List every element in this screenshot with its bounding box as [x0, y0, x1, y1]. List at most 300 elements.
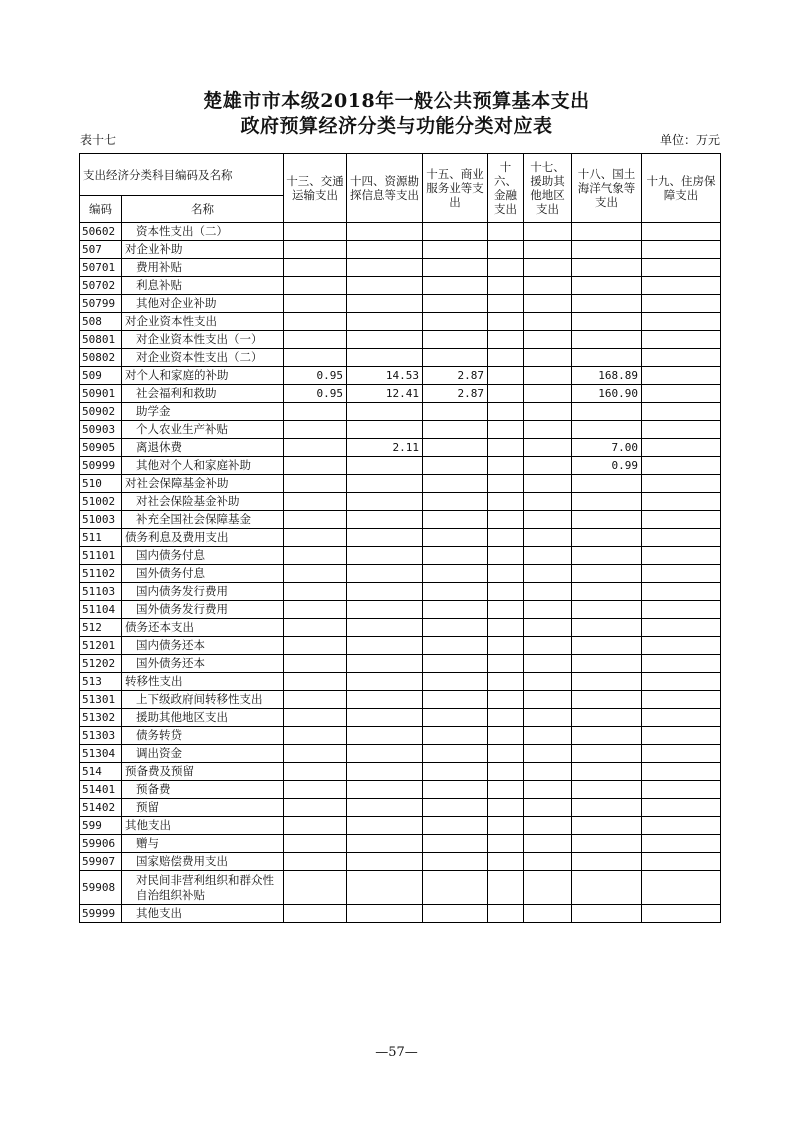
row-value	[423, 601, 488, 619]
table-row	[80, 259, 721, 277]
row-value	[572, 619, 642, 637]
header-col-aid: 十七、援助其他地区支出	[524, 154, 572, 223]
row-value	[284, 763, 347, 781]
row-code: 513	[80, 673, 122, 691]
row-value	[284, 601, 347, 619]
row-value	[488, 403, 524, 421]
header-code: 编码	[80, 196, 122, 223]
row-value	[284, 457, 347, 475]
row-value	[284, 403, 347, 421]
row-value	[642, 457, 721, 475]
row-value	[488, 493, 524, 511]
row-value	[524, 385, 572, 403]
row-value	[347, 511, 423, 529]
row-value	[423, 619, 488, 637]
row-value	[284, 349, 347, 367]
row-value	[572, 763, 642, 781]
table-row	[80, 619, 721, 637]
row-value	[488, 709, 524, 727]
row-name: 国内债务还本	[122, 637, 284, 655]
row-value	[423, 259, 488, 277]
row-value	[524, 871, 572, 905]
row-code: 50701	[80, 259, 122, 277]
row-value	[524, 763, 572, 781]
table-row	[80, 367, 721, 385]
row-code: 51103	[80, 583, 122, 601]
row-value	[488, 511, 524, 529]
row-value	[524, 349, 572, 367]
row-value	[642, 223, 721, 241]
row-value	[423, 763, 488, 781]
row-value	[642, 745, 721, 763]
row-value	[524, 439, 572, 457]
row-code: 51201	[80, 637, 122, 655]
row-value	[347, 763, 423, 781]
row-name: 对民间非营利组织和群众性自治组织补贴	[122, 871, 284, 905]
row-value	[284, 817, 347, 835]
row-value	[423, 905, 488, 923]
row-code: 51202	[80, 655, 122, 673]
row-name: 助学金	[122, 403, 284, 421]
row-value	[347, 709, 423, 727]
row-value	[347, 349, 423, 367]
row-value	[524, 799, 572, 817]
row-code: 51104	[80, 601, 122, 619]
row-value	[642, 583, 721, 601]
row-value	[284, 619, 347, 637]
row-value	[524, 241, 572, 259]
row-value	[284, 565, 347, 583]
row-name: 债务还本支出	[122, 619, 284, 637]
row-value: 0.95	[284, 385, 347, 403]
table-row	[80, 295, 721, 313]
row-value	[423, 403, 488, 421]
table-row	[80, 403, 721, 421]
table-row	[80, 385, 721, 403]
row-value	[488, 421, 524, 439]
row-value	[347, 241, 423, 259]
row-value	[642, 691, 721, 709]
row-value	[423, 817, 488, 835]
row-value	[284, 259, 347, 277]
row-value	[488, 439, 524, 457]
row-value	[642, 385, 721, 403]
row-value	[423, 493, 488, 511]
row-code: 51304	[80, 745, 122, 763]
row-value	[284, 277, 347, 295]
table-row	[80, 493, 721, 511]
row-value	[488, 529, 524, 547]
row-value	[284, 421, 347, 439]
row-value	[488, 727, 524, 745]
table-row	[80, 313, 721, 331]
row-value	[423, 421, 488, 439]
row-value	[284, 745, 347, 763]
row-value	[642, 817, 721, 835]
row-value	[524, 691, 572, 709]
row-value	[488, 835, 524, 853]
row-value	[572, 565, 642, 583]
row-value	[347, 259, 423, 277]
row-value	[347, 905, 423, 923]
row-value	[642, 475, 721, 493]
table-row	[80, 547, 721, 565]
row-value	[347, 565, 423, 583]
table-row	[80, 331, 721, 349]
row-value: 160.90	[572, 385, 642, 403]
row-value: 12.41	[347, 385, 423, 403]
table-row	[80, 655, 721, 673]
row-value	[347, 637, 423, 655]
row-value	[572, 583, 642, 601]
row-value	[284, 781, 347, 799]
row-value	[572, 529, 642, 547]
row-code: 51002	[80, 493, 122, 511]
row-value	[642, 905, 721, 923]
row-name: 国外债务付息	[122, 565, 284, 583]
row-value	[284, 637, 347, 655]
table-row	[80, 853, 721, 871]
row-name: 其他对企业补助	[122, 295, 284, 313]
row-value	[488, 655, 524, 673]
row-value	[572, 259, 642, 277]
row-name: 其他对个人和家庭补助	[122, 457, 284, 475]
table-row	[80, 673, 721, 691]
row-value	[347, 421, 423, 439]
row-code: 51101	[80, 547, 122, 565]
row-name: 国内债务付息	[122, 547, 284, 565]
row-value	[642, 241, 721, 259]
row-value	[284, 727, 347, 745]
row-value	[524, 853, 572, 871]
table-row	[80, 905, 721, 923]
row-value	[572, 475, 642, 493]
header-category: 支出经济分类科目编码及名称	[80, 154, 284, 196]
row-value	[423, 439, 488, 457]
row-value	[642, 547, 721, 565]
row-value	[347, 871, 423, 905]
row-value: 2.11	[347, 439, 423, 457]
row-value	[572, 673, 642, 691]
row-value	[423, 637, 488, 655]
row-value	[423, 457, 488, 475]
row-code: 507	[80, 241, 122, 259]
row-name: 国外债务还本	[122, 655, 284, 673]
table-row	[80, 511, 721, 529]
row-value	[423, 871, 488, 905]
row-value	[524, 817, 572, 835]
row-name: 对个人和家庭的补助	[122, 367, 284, 385]
row-name: 个人农业生产补贴	[122, 421, 284, 439]
row-value	[284, 223, 347, 241]
row-value	[488, 583, 524, 601]
row-code: 50901	[80, 385, 122, 403]
row-code: 599	[80, 817, 122, 835]
row-value	[642, 403, 721, 421]
row-code: 509	[80, 367, 122, 385]
row-value	[488, 905, 524, 923]
row-value	[284, 853, 347, 871]
table-row	[80, 799, 721, 817]
row-value	[572, 295, 642, 313]
row-value	[572, 511, 642, 529]
row-value: 0.99	[572, 457, 642, 475]
row-value	[642, 835, 721, 853]
row-code: 50801	[80, 331, 122, 349]
row-value	[423, 547, 488, 565]
row-value	[642, 367, 721, 385]
row-value	[423, 511, 488, 529]
row-value: 14.53	[347, 367, 423, 385]
row-value	[524, 223, 572, 241]
row-value	[284, 529, 347, 547]
row-value	[642, 349, 721, 367]
row-value	[423, 583, 488, 601]
table-row	[80, 529, 721, 547]
row-value	[572, 709, 642, 727]
row-name: 社会福利和救助	[122, 385, 284, 403]
row-value	[572, 403, 642, 421]
row-value	[347, 529, 423, 547]
row-value	[347, 817, 423, 835]
row-value	[347, 223, 423, 241]
row-value	[642, 673, 721, 691]
row-value	[423, 349, 488, 367]
row-name: 国家赔偿费用支出	[122, 853, 284, 871]
row-value	[572, 637, 642, 655]
row-value	[488, 691, 524, 709]
row-code: 50799	[80, 295, 122, 313]
row-value	[284, 547, 347, 565]
row-value	[347, 781, 423, 799]
row-value	[488, 457, 524, 475]
row-code: 50903	[80, 421, 122, 439]
row-code: 511	[80, 529, 122, 547]
row-value	[284, 871, 347, 905]
row-value	[524, 601, 572, 619]
row-value	[524, 367, 572, 385]
row-value	[347, 331, 423, 349]
row-code: 51402	[80, 799, 122, 817]
table-row	[80, 817, 721, 835]
row-value	[423, 277, 488, 295]
row-value	[347, 853, 423, 871]
row-value	[642, 421, 721, 439]
row-code: 59908	[80, 871, 122, 905]
row-code: 51401	[80, 781, 122, 799]
row-value	[642, 493, 721, 511]
row-value	[642, 871, 721, 905]
row-name: 调出资金	[122, 745, 284, 763]
row-code: 50902	[80, 403, 122, 421]
row-value	[642, 439, 721, 457]
row-code: 50905	[80, 439, 122, 457]
row-value	[488, 385, 524, 403]
row-value	[347, 745, 423, 763]
row-value	[524, 727, 572, 745]
row-value	[423, 529, 488, 547]
row-name: 预备费及预留	[122, 763, 284, 781]
row-value	[642, 655, 721, 673]
row-value	[488, 295, 524, 313]
row-value	[284, 709, 347, 727]
table-row	[80, 781, 721, 799]
row-value	[524, 673, 572, 691]
row-value: 7.00	[572, 439, 642, 457]
table-row	[80, 241, 721, 259]
expenditure-table	[79, 153, 721, 923]
row-value	[423, 295, 488, 313]
row-value	[642, 781, 721, 799]
row-value	[642, 565, 721, 583]
row-value	[524, 637, 572, 655]
row-name: 对企业资本性支出（二）	[122, 349, 284, 367]
row-value	[524, 709, 572, 727]
row-value	[642, 763, 721, 781]
row-value	[642, 799, 721, 817]
row-value	[284, 583, 347, 601]
row-value	[347, 655, 423, 673]
table-row	[80, 349, 721, 367]
row-value	[524, 583, 572, 601]
row-value	[572, 817, 642, 835]
row-value	[572, 331, 642, 349]
row-value	[642, 295, 721, 313]
row-value	[642, 277, 721, 295]
table-row	[80, 601, 721, 619]
row-value	[284, 691, 347, 709]
row-value	[347, 277, 423, 295]
row-value	[524, 421, 572, 439]
header-col-land: 十八、国土海洋气象等支出	[572, 154, 642, 223]
row-value	[642, 709, 721, 727]
row-value	[284, 673, 347, 691]
row-value	[488, 475, 524, 493]
row-value	[347, 493, 423, 511]
row-value: 0.95	[284, 367, 347, 385]
row-value	[423, 655, 488, 673]
row-name: 资本性支出（二）	[122, 223, 284, 241]
row-code: 50802	[80, 349, 122, 367]
row-name: 转移性支出	[122, 673, 284, 691]
row-value	[347, 619, 423, 637]
document-subtitle: 政府预算经济分类与功能分类对应表	[240, 115, 553, 137]
row-value	[423, 745, 488, 763]
row-name: 国内债务发行费用	[122, 583, 284, 601]
row-value	[423, 673, 488, 691]
row-value	[524, 781, 572, 799]
header-col-resources: 十四、资源勘探信息等支出	[347, 154, 423, 223]
row-code: 59907	[80, 853, 122, 871]
row-code: 50702	[80, 277, 122, 295]
row-value	[284, 295, 347, 313]
table-row	[80, 763, 721, 781]
row-value	[524, 475, 572, 493]
table-row	[80, 583, 721, 601]
row-value	[488, 817, 524, 835]
header-col-commerce: 十五、商业服务业等支出	[423, 154, 488, 223]
row-code: 50999	[80, 457, 122, 475]
row-value	[488, 565, 524, 583]
table-row	[80, 835, 721, 853]
row-value	[572, 313, 642, 331]
row-value	[524, 313, 572, 331]
row-name: 其他支出	[122, 905, 284, 923]
row-code: 51003	[80, 511, 122, 529]
row-name: 预备费	[122, 781, 284, 799]
row-value	[423, 313, 488, 331]
table-row	[80, 691, 721, 709]
row-value	[488, 601, 524, 619]
row-name: 债务转贷	[122, 727, 284, 745]
row-value	[488, 259, 524, 277]
row-value	[572, 493, 642, 511]
row-value	[423, 565, 488, 583]
row-value	[524, 565, 572, 583]
row-value	[488, 277, 524, 295]
header-col-housing: 十九、住房保障支出	[642, 154, 721, 223]
row-value	[347, 727, 423, 745]
row-value	[488, 547, 524, 565]
row-value	[284, 511, 347, 529]
row-value	[488, 313, 524, 331]
row-value	[284, 241, 347, 259]
row-value	[423, 799, 488, 817]
row-value	[284, 439, 347, 457]
row-code: 59906	[80, 835, 122, 853]
header-name: 名称	[122, 196, 284, 223]
row-value	[347, 475, 423, 493]
table-row	[80, 439, 721, 457]
row-value	[524, 259, 572, 277]
row-code: 514	[80, 763, 122, 781]
row-value	[642, 637, 721, 655]
row-value	[524, 905, 572, 923]
unit-label: 单位：万元	[659, 133, 720, 147]
row-value	[642, 601, 721, 619]
row-value	[284, 493, 347, 511]
row-value	[347, 799, 423, 817]
row-value	[572, 905, 642, 923]
row-value	[572, 421, 642, 439]
row-value	[347, 601, 423, 619]
row-value	[572, 745, 642, 763]
row-name: 对社会保险基金补助	[122, 493, 284, 511]
row-value	[524, 277, 572, 295]
row-value	[284, 331, 347, 349]
row-value	[524, 529, 572, 547]
row-code: 51102	[80, 565, 122, 583]
row-name: 补充全国社会保障基金	[122, 511, 284, 529]
row-value	[524, 835, 572, 853]
table-row	[80, 637, 721, 655]
row-value	[423, 475, 488, 493]
row-value	[284, 905, 347, 923]
row-value	[572, 655, 642, 673]
row-value: 168.89	[572, 367, 642, 385]
page-number: —57—	[375, 1045, 418, 1060]
row-value	[642, 511, 721, 529]
row-code: 512	[80, 619, 122, 637]
row-code: 51303	[80, 727, 122, 745]
row-value: 2.87	[423, 385, 488, 403]
row-name: 费用补贴	[122, 259, 284, 277]
row-value: 2.87	[423, 367, 488, 385]
row-value	[347, 691, 423, 709]
row-value	[488, 871, 524, 905]
row-value	[347, 403, 423, 421]
row-value	[572, 601, 642, 619]
